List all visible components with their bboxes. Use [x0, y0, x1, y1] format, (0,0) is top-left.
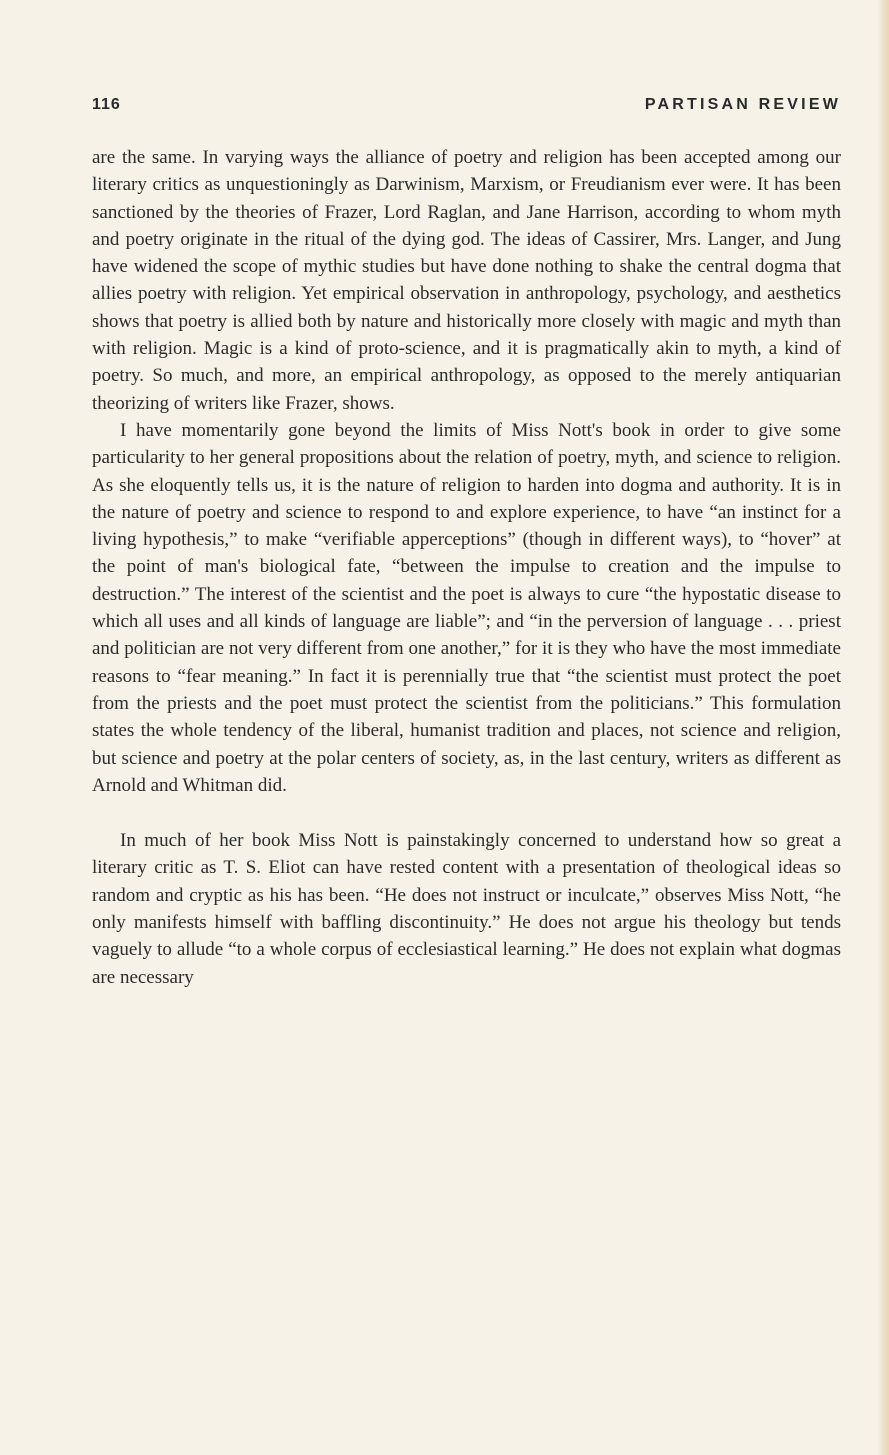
- page-number: 116: [92, 96, 121, 113]
- paragraph: In much of her book Miss Nott is painstakingly concerned to understand how so great a literary critic as T. S. Eliot can have rested content with a presentation of theological ideas so random and cryptic as his has been. “He does not instruct or inculcate,” observes Miss Nott, “he only manifests himself with baffling discontinuity.” He does not argue his theology but tends vaguely to allude “to a whole corpus of ecclesiastical learning.” He does not explain what dogmas are necessary: [92, 830, 841, 988]
- running-head: [92, 96, 841, 120]
- section-break: [92, 799, 841, 827]
- article-body: [92, 144, 841, 991]
- journal-title: PARTISAN REVIEW: [644, 96, 841, 113]
- paragraph-continued: are the same. In varying ways the alliance of poetry and religion has been accepted among our literary critics as unquestioningly as Darwinism, Marxism, or Freudianism ever were. It has been sanctioned by the theories of Frazer, Lord Raglan, and Jane Harrison, according to whom myth and poetry originate in the ritual of the dying god. The ideas of Cassirer, Mrs. Langer, and Jung have widened the scope of mythic studies but have done nothing to shake the central dogma that allies poetry with religion. Yet empirical observation in anthropology, psychology, and aesthetics shows that poetry is allied both by nature and historically more closely with magic and myth than with religion. Magic is a kind of proto-science, and it is pragmatically akin to myth, a kind of poetry. So much, and more, an empirical anthropology, as opposed to the merely antiquarian theorizing of writers like Frazer, shows.: [92, 147, 841, 414]
- page-edge-shadow: [877, 0, 889, 1455]
- paragraph: I have momentarily gone beyond the limits of Miss Nott's book in order to give some particularity to her general propositions about the relation of poetry, myth, and science to religion. As she eloquently tells us, it is the nature of religion to harden into dogma and authority. It is in the nature of poetry and science to respond to and explore experience, to have “an instinct for a living hypothesis,” to make “verifiable apperceptions” (though in different ways), to “hover” at the point of man's biological fate, “between the impulse to creation and the impulse to destruction.” The interest of the scientist and the poet is always to cure “the hypostatic disease to which all uses and all kinds of language are liable”; and “in the perversion of language . . . priest and politician are not very different from one another,” for it is they who have the most immediate reasons to “fear meaning.” In fact it is perennially true that “the scientist must protect the poet from the priests and the poet must protect the scientist from the politicians.” This formulation states the whole tendency of the liberal, humanist tradition and places, not science and religion, but science and poetry at the polar centers of society, as, in the last century, writers as different as Arnold and Whitman did.: [92, 419, 841, 796]
